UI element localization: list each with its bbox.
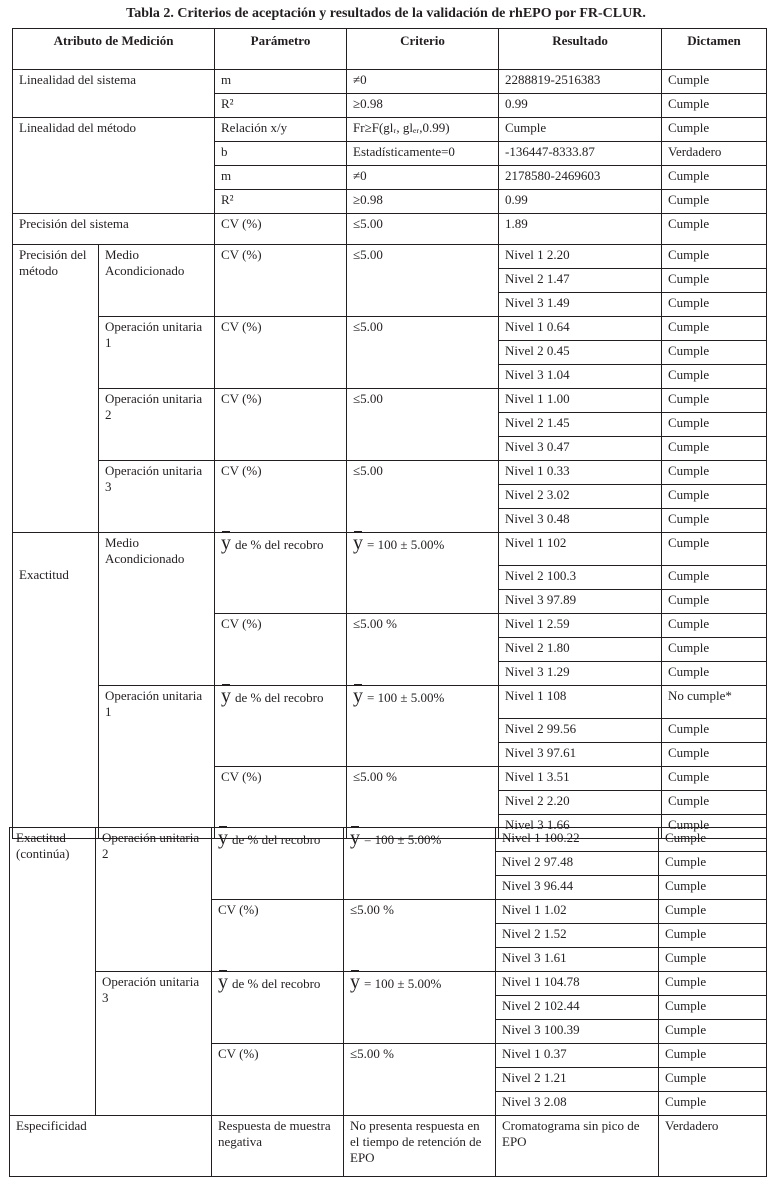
table-row <box>10 972 767 996</box>
verdict-cell: Cumple <box>662 509 767 533</box>
verdict-cell: Cumple <box>662 365 767 389</box>
param-cell: m <box>215 70 347 94</box>
result-cell: Nivel 2 0.45 <box>499 341 662 365</box>
verdict-cell: Cumple <box>662 815 767 839</box>
verdict-cell: Cumple <box>662 245 767 269</box>
criterion-cell: ≤5.00 % <box>344 1044 496 1116</box>
verdict-cell: Cumple <box>662 269 767 293</box>
verdict-cell: Cumple <box>662 389 767 413</box>
verdict-cell: Verdadero <box>662 142 767 166</box>
verdict-cell: Cumple <box>659 948 767 972</box>
result-cell: Nivel 3 1.04 <box>499 365 662 389</box>
table-row <box>13 317 767 341</box>
result-cell: Nivel 1 2.59 <box>499 614 662 638</box>
result-cell: 0.99 <box>499 190 662 214</box>
y-bar-symbol: y <box>350 827 360 849</box>
param-cell <box>215 533 347 614</box>
attr-linealidad-metodo: Linealidad del método <box>13 118 215 214</box>
result-cell: Nivel 3 1.49 <box>499 293 662 317</box>
verdict-cell: Cumple <box>659 1044 767 1068</box>
y-bar-symbol: y <box>221 685 232 707</box>
criterion-cell: ≠0 <box>347 70 499 94</box>
result-cell: Nivel 3 97.89 <box>499 590 662 614</box>
result-cell: Nivel 2 1.45 <box>499 413 662 437</box>
criterion-cell: ≥0.98 <box>347 190 499 214</box>
attr-exactitud-continua: Exactitud (continúa) <box>10 828 96 1116</box>
result-cell: -136447-8333.87 <box>499 142 662 166</box>
result-cell: 2178580-2469603 <box>499 166 662 190</box>
criterion-cell-text: = 100 ± 5.00% <box>367 690 445 705</box>
table-row <box>13 214 767 245</box>
criterion-cell: ≤5.00 <box>347 389 499 461</box>
criterion-cell: ≤5.00 % <box>347 767 499 839</box>
verdict-cell: Cumple <box>662 70 767 94</box>
header-verdict: Dictamen <box>662 29 767 70</box>
sub-attribute: Operación unitaria 1 <box>99 317 215 389</box>
result-cell: Nivel 2 1.52 <box>496 924 659 948</box>
criterion-cell: ≥0.98 <box>347 94 499 118</box>
table-row <box>13 461 767 485</box>
attr-precision-metodo: Precisión del método <box>13 245 99 533</box>
verdict-cell: No cumple* <box>662 686 767 719</box>
criterion-cell-text: = 100 ± 5.00% <box>364 976 442 991</box>
param-cell: CV (%) <box>215 767 347 839</box>
result-cell: Cromatograma sin pico de EPO <box>496 1116 659 1177</box>
sub-attribute: Operación unitaria 2 <box>99 389 215 461</box>
attr-precision-sistema: Precisión del sistema <box>13 214 215 245</box>
verdict-cell: Cumple <box>662 767 767 791</box>
verdict-cell: Cumple <box>662 118 767 142</box>
verdict-cell: Cumple <box>662 614 767 638</box>
param-cell: R² <box>215 190 347 214</box>
criterion-cell <box>344 828 496 900</box>
param-cell: b <box>215 142 347 166</box>
param-cell: CV (%) <box>215 614 347 686</box>
result-cell: Nivel 1 0.33 <box>499 461 662 485</box>
result-cell: Nivel 3 97.61 <box>499 743 662 767</box>
table-row <box>10 828 767 852</box>
table-row <box>13 245 767 269</box>
param-cell: R² <box>215 94 347 118</box>
result-cell: Nivel 2 100.3 <box>499 566 662 590</box>
result-cell: Nivel 1 100.22 <box>496 828 659 852</box>
result-cell: Nivel 3 1.29 <box>499 662 662 686</box>
verdict-cell: Cumple <box>662 461 767 485</box>
header-result: Resultado <box>499 29 662 70</box>
result-cell: Nivel 3 100.39 <box>496 1020 659 1044</box>
verdict-cell: Cumple <box>662 662 767 686</box>
result-cell: 2288819-2516383 <box>499 70 662 94</box>
verdict-cell: Cumple <box>662 190 767 214</box>
result-cell: Nivel 3 1.61 <box>496 948 659 972</box>
verdict-cell: Cumple <box>659 972 767 996</box>
sub-attribute: Medio Acondicionado <box>99 533 215 686</box>
param-cell: CV (%) <box>215 214 347 245</box>
verdict-cell: Cumple <box>662 791 767 815</box>
y-bar-symbol: y <box>353 532 364 554</box>
verdict-cell: Cumple <box>662 317 767 341</box>
result-cell: Nivel 1 2.20 <box>499 245 662 269</box>
param-cell: Relación x/y <box>215 118 347 142</box>
verdict-cell: Cumple <box>662 293 767 317</box>
sub-attribute: Operación unitaria 2 <box>96 828 212 972</box>
verdict-cell: Cumple <box>662 533 767 566</box>
verdict-cell: Cumple <box>659 1092 767 1116</box>
verdict-cell: Cumple <box>662 638 767 662</box>
verdict-cell: Cumple <box>662 719 767 743</box>
table-caption: Tabla 2. Criterios de aceptación y resultados de la validación de rhEPO por FR-CLUR. <box>126 6 646 21</box>
y-bar-symbol: y <box>218 827 228 849</box>
criterion-cell: ≤5.00 <box>347 461 499 533</box>
result-cell: Nivel 3 2.08 <box>496 1092 659 1116</box>
criterion-cell-text: = 100 ± 5.00% <box>367 537 445 552</box>
verdict-cell: Cumple <box>662 566 767 590</box>
result-cell: Nivel 3 1.66 <box>499 815 662 839</box>
header-parameter: Parámetro <box>215 29 347 70</box>
y-bar-symbol: y <box>353 685 364 707</box>
sub-attribute: Operación unitaria 3 <box>96 972 212 1116</box>
attr-linealidad-sistema: Linealidad del sistema <box>13 70 215 118</box>
result-cell: Nivel 2 1.21 <box>496 1068 659 1092</box>
y-bar-symbol: y <box>218 971 228 993</box>
criterion-cell <box>344 972 496 1044</box>
verdict-cell: Cumple <box>659 1068 767 1092</box>
sub-attribute: Operación unitaria 3 <box>99 461 215 533</box>
y-bar-symbol: y <box>221 532 232 554</box>
result-cell: Nivel 1 1.00 <box>499 389 662 413</box>
verdict-cell: Cumple <box>662 166 767 190</box>
sub-attribute: Operación unitaria 1 <box>99 686 215 839</box>
criterion-cell: ≤5.00 <box>347 317 499 389</box>
verdict-cell: Cumple <box>662 485 767 509</box>
param-cell <box>212 828 344 900</box>
table-row <box>13 389 767 413</box>
validation-table <box>12 28 767 839</box>
result-cell: Nivel 2 1.80 <box>499 638 662 662</box>
verdict-cell: Verdadero <box>659 1116 767 1177</box>
param-cell: Respuesta de muestra negativa <box>212 1116 344 1177</box>
verdict-cell: Cumple <box>662 437 767 461</box>
table-row <box>13 686 767 719</box>
verdict-cell: Cumple <box>659 900 767 924</box>
criterion-cell: ≤5.00 % <box>344 900 496 972</box>
attr-especificidad: Especificidad <box>10 1116 212 1177</box>
criterion-cell: Fr≥F(glᵣ, glₑᵣ,0.99) <box>347 118 499 142</box>
result-cell: Cumple <box>499 118 662 142</box>
param-cell: m <box>215 166 347 190</box>
param-cell: CV (%) <box>215 317 347 389</box>
param-cell: CV (%) <box>215 461 347 533</box>
criterion-cell: ≤5.00 <box>347 214 499 245</box>
result-cell: Nivel 2 2.20 <box>499 791 662 815</box>
validation-table-continued <box>9 827 767 1177</box>
table-row <box>13 70 767 94</box>
param-cell: CV (%) <box>215 389 347 461</box>
result-cell: Nivel 2 102.44 <box>496 996 659 1020</box>
verdict-cell: Cumple <box>659 924 767 948</box>
verdict-cell: Cumple <box>659 852 767 876</box>
criterion-cell: ≤5.00 <box>347 245 499 317</box>
sub-attribute: Medio Acondicionado <box>99 245 215 317</box>
result-cell: Nivel 1 1.02 <box>496 900 659 924</box>
param-cell <box>212 972 344 1044</box>
criterion-cell-text: = 100 ± 5.00% <box>364 832 442 847</box>
verdict-cell: Cumple <box>659 876 767 900</box>
criterion-cell: ≤5.00 % <box>347 614 499 686</box>
result-cell: Nivel 2 97.48 <box>496 852 659 876</box>
exactitud-continua-section <box>10 828 767 1116</box>
verdict-cell: Cumple <box>659 828 767 852</box>
param-cell-text: de % del recobro <box>235 690 324 705</box>
criterion-cell <box>347 686 499 767</box>
y-bar-symbol: y <box>350 971 360 993</box>
result-cell: Nivel 2 99.56 <box>499 719 662 743</box>
verdict-cell: Cumple <box>662 743 767 767</box>
verdict-cell: Cumple <box>662 590 767 614</box>
param-cell: CV (%) <box>212 1044 344 1116</box>
result-cell: Nivel 1 102 <box>499 533 662 566</box>
result-cell: Nivel 3 0.48 <box>499 509 662 533</box>
verdict-cell: Cumple <box>662 341 767 365</box>
exactitud-section <box>13 533 767 839</box>
verdict-cell: Cumple <box>659 1020 767 1044</box>
criterion-cell: No presenta respuesta en el tiempo de retención de EPO <box>344 1116 496 1177</box>
result-cell: Nivel 3 96.44 <box>496 876 659 900</box>
table-row <box>13 118 767 142</box>
header-criterion: Criterio <box>347 29 499 70</box>
verdict-cell: Cumple <box>662 214 767 245</box>
header-attribute: Atributo de Medición <box>13 29 215 70</box>
param-cell: CV (%) <box>212 900 344 972</box>
criterion-cell <box>347 533 499 614</box>
criterion-cell: ≠0 <box>347 166 499 190</box>
param-cell <box>215 686 347 767</box>
result-cell: Nivel 1 3.51 <box>499 767 662 791</box>
param-cell-text: de % del recobro <box>232 832 321 847</box>
result-cell: Nivel 1 0.64 <box>499 317 662 341</box>
verdict-cell: Cumple <box>659 996 767 1020</box>
criterion-cell: Estadísticamente=0 <box>347 142 499 166</box>
param-cell: CV (%) <box>215 245 347 317</box>
param-cell-text: de % del recobro <box>235 537 324 552</box>
table-row <box>10 1116 767 1177</box>
table-row <box>13 533 767 566</box>
result-cell: Nivel 1 0.37 <box>496 1044 659 1068</box>
result-cell: Nivel 1 108 <box>499 686 662 719</box>
result-cell: Nivel 3 0.47 <box>499 437 662 461</box>
param-cell-text: de % del recobro <box>232 976 321 991</box>
result-cell: Nivel 1 104.78 <box>496 972 659 996</box>
verdict-cell: Cumple <box>662 413 767 437</box>
result-cell: Nivel 2 3.02 <box>499 485 662 509</box>
attr-exactitud: Exactitud <box>13 533 99 839</box>
result-cell: 1.89 <box>499 214 662 245</box>
result-cell: 0.99 <box>499 94 662 118</box>
header-row <box>13 29 767 70</box>
verdict-cell: Cumple <box>662 94 767 118</box>
precision-metodo-section <box>13 245 767 533</box>
result-cell: Nivel 2 1.47 <box>499 269 662 293</box>
